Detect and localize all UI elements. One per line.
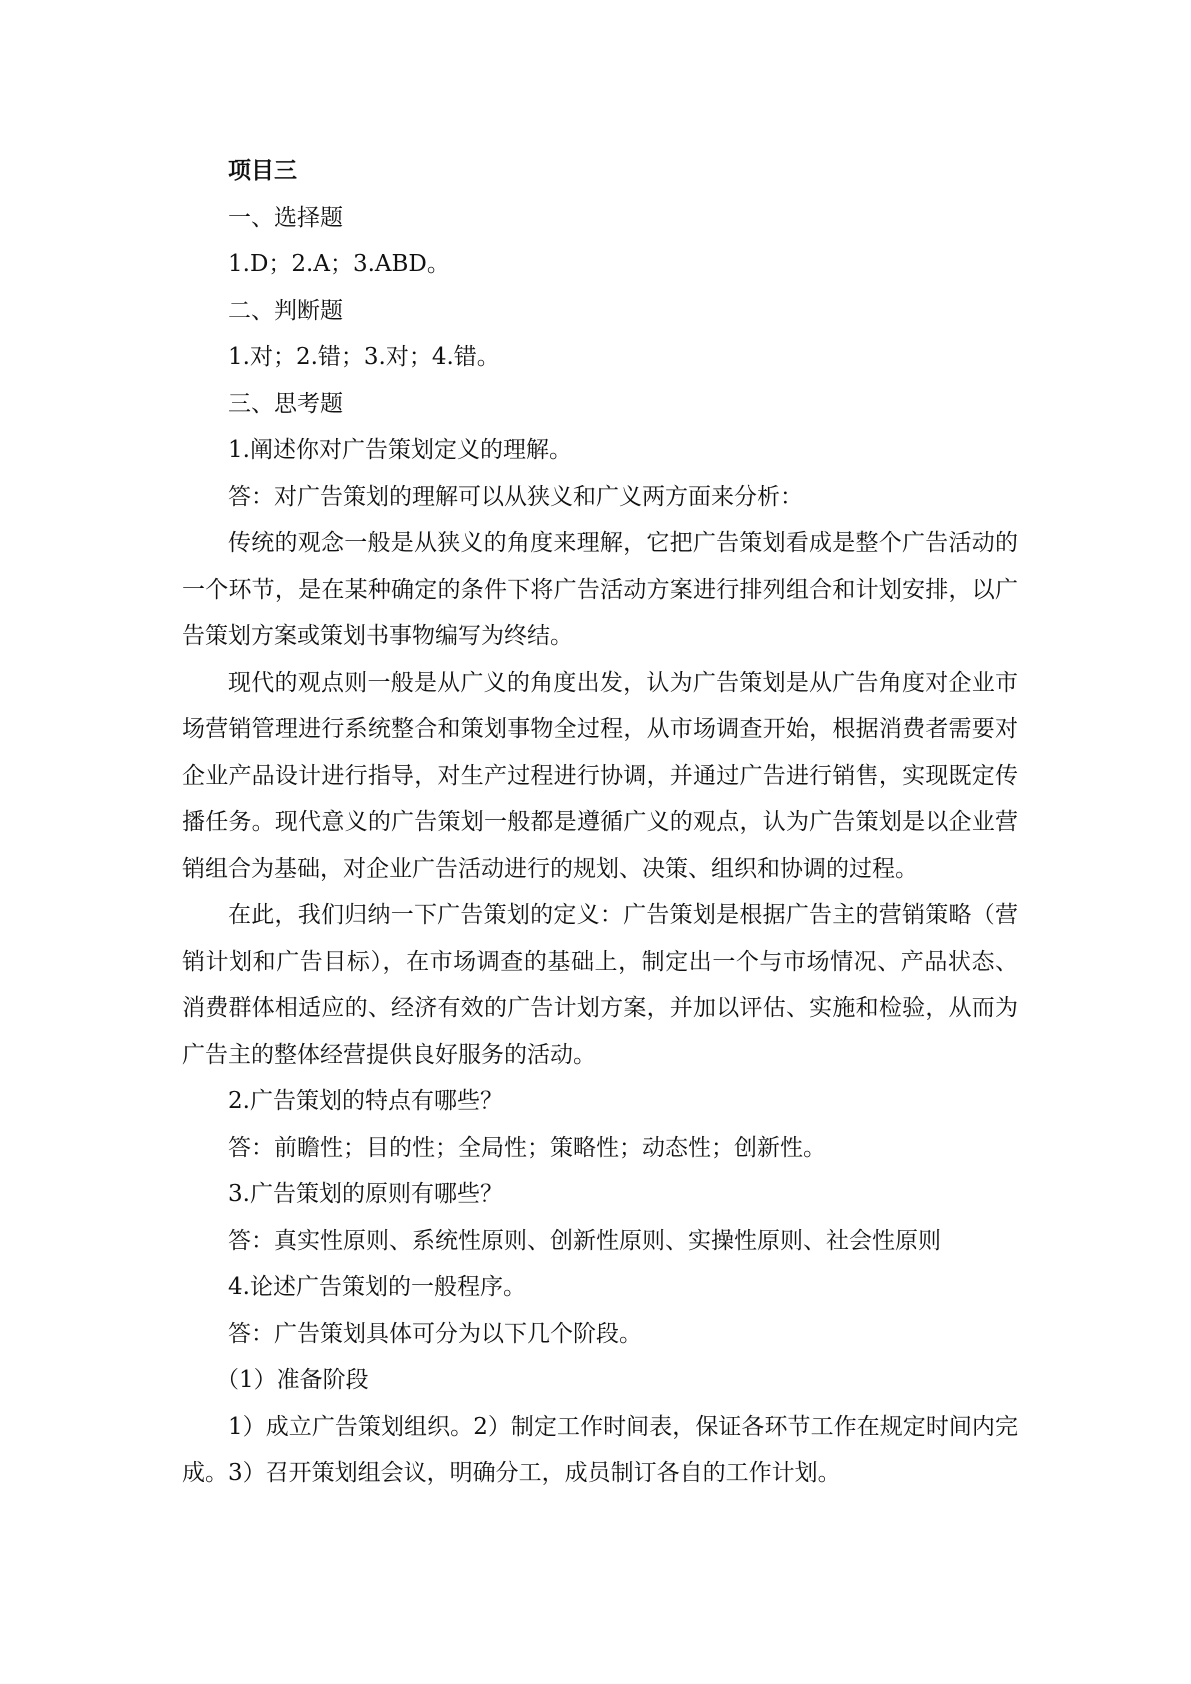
question-3: 3.广告策划的原则有哪些？	[228, 1181, 503, 1207]
section-choice-answers: 1.D；2.A；3.ABD。	[228, 251, 450, 277]
question-4-answer-intro: 答：广告策划具体可分为以下几个阶段。	[228, 1320, 642, 1347]
question-3-answer: 答：真实性原则、系统性原则、创新性原则、实操性原则、社会性原则	[228, 1227, 941, 1254]
question-2: 2.广告策划的特点有哪些？	[228, 1088, 503, 1114]
section-judgment-answers: 1.对；2.错；3.对；4.错。	[228, 344, 500, 370]
section-judgment-heading: 二、判断题	[228, 297, 343, 324]
question-1: 1.阐述你对广告策划定义的理解。	[228, 437, 572, 463]
question-1-paragraph-2: 现代的观点则一般是从广义的角度出发，认为广告策划是从广告角度对企业市场营销管理进行系统整合和策划事物全过程，从市场调查开始，根据消费者需要对企业产品设计进行指导，对生产过程进行协调，并通过广告进行销售，实现既定传播任务。现代意义的广告策划一般都是遵循广义的观点，认为广告策划是以企业营销组合为基础，对企业广告活动进行的规划、决策、组织和协调的过程。	[182, 669, 1018, 882]
section-choice-heading: 一、选择题	[228, 204, 343, 231]
question-2-answer: 答：前瞻性；目的性；全局性；策略性；动态性；创新性。	[228, 1134, 826, 1161]
question-1-answer-intro: 答：对广告策划的理解可以从狭义和广义两方面来分析：	[228, 483, 803, 510]
question-1-paragraph-1: 传统的观念一般是从狭义的角度来理解，它把广告策划看成是整个广告活动的一个环节，是在某种确定的条件下将广告活动方案进行排列组合和计划安排，以广告策划方案或策划书事物编写为终结。	[182, 530, 1018, 649]
question-4: 4.论述广告策划的一般程序。	[228, 1274, 526, 1300]
stage-1-heading: （1）准备阶段	[216, 1367, 369, 1393]
stage-1-body: 1）成立广告策划组织。2）制定工作时间表，保证各环节工作在规定时间内完成。3）召开策划组会议，明确分工，成员制订各自的工作计划。	[182, 1413, 1018, 1486]
project-title: 项目三	[228, 157, 297, 184]
section-thinking-heading: 三、思考题	[228, 390, 343, 417]
question-1-paragraph-3: 在此，我们归纳一下广告策划的定义：广告策划是根据广告主的营销策略（营销计划和广告目标），在市场调查的基础上，制定出一个与市场情况、产品状态、消费群体相适应的、经济有效的广告计划方案，并加以评估、实施和检验，从而为广告主的整体经营提供良好服务的活动。	[182, 902, 1018, 1068]
document-page	[182, 148, 1018, 1497]
